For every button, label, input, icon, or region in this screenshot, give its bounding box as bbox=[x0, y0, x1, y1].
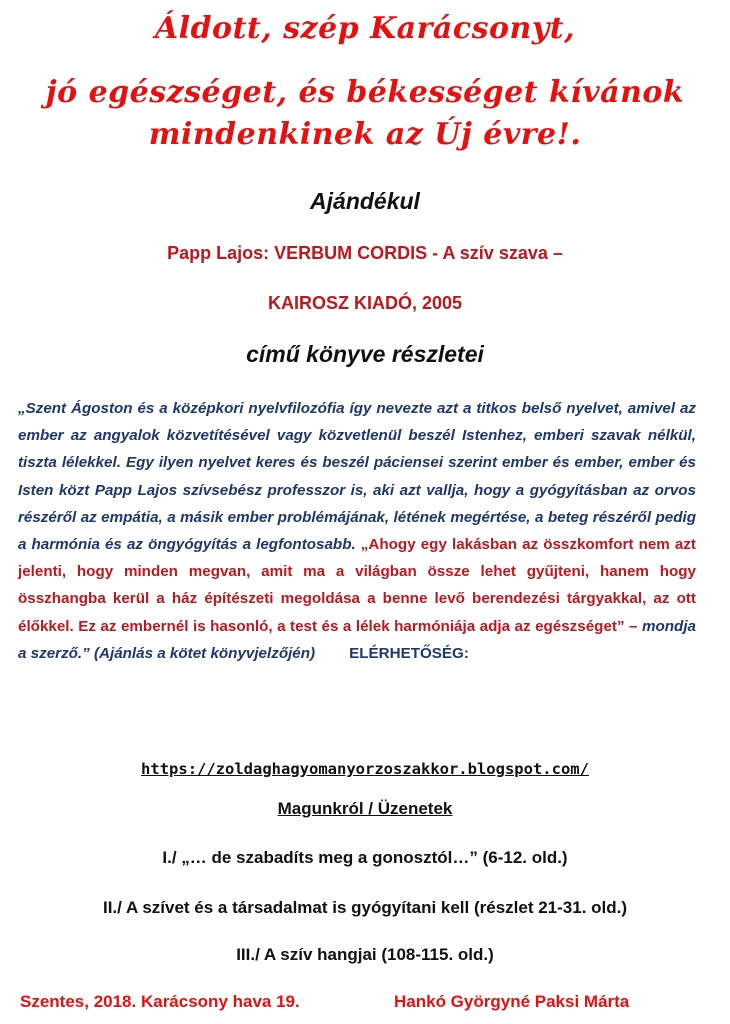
nav-link[interactable]: Magunkról / Üzenetek bbox=[277, 799, 453, 818]
list-item: I./ „… de szabadíts meg a gonosztól…” (6-12. old.) bbox=[162, 848, 568, 867]
greeting-line-3: mindenkinek az Új évre!. bbox=[148, 117, 582, 152]
publisher: KAIROSZ KIADÓ, 2005 bbox=[267, 293, 463, 313]
blog-link[interactable]: https://zoldaghagyomanyorzoszakkor.blogspot.com/ bbox=[141, 760, 589, 778]
quote-closing: mondja a szerző.” (Ajánlás a kötet könyvjelzőjén) bbox=[18, 617, 696, 662]
quote-intro: „Szent Ágoston és a középkori nyelvfilozófia így nevezte azt a titkos belső nyelvet, amivel az ember az angyalok közvetítésével vagy közvetlenül beszél Istenhez, emberi szavak nélkül, tiszta lélekkel. Egy ilyen nyelvet keres és beszél páciensei szerint ember és ember, ember és Isten közt Papp Lajos szívsebész professzor is, aki azt vallja, hogy a gyógyításban az orvos részéről az empátia, a másik ember problémájának, létének megértése, a beteg részéről pedig a harmónia és az öngyógyítás a legfontosabb bbox=[18, 400, 696, 554]
author-quote: „Ahogy egy lakásban az összkomfort nem azt jelenti, hogy minden megvan, amit ma a világban össze lehet gyűjteni, hanem hogy összhangba kerül a ház építészeti megoldása a benne levő berendezési tárgyakkal, az ott élőkkel. Ez az embernél is hasonló, a test és a lélek harmóniája adja az egészséget” – bbox=[18, 536, 696, 635]
greeting-line-2: jó egészséget, és békességet kívánok bbox=[45, 75, 685, 110]
gift-heading: Ajándékul bbox=[310, 188, 420, 214]
greeting-line-1: Áldott, szép Karácsonyt, bbox=[154, 11, 576, 46]
contact-label: ELÉRHETŐSÉG: bbox=[349, 644, 469, 662]
footer-place-date: Szentes, 2018. Karácsony hava 19. bbox=[20, 992, 300, 1011]
book-subtitle: című könyve részletei bbox=[246, 341, 484, 367]
list-item: III./ A szív hangjai (108-115. old.) bbox=[236, 945, 494, 964]
quote-paragraph bbox=[18, 395, 696, 667]
book-title: Papp Lajos: VERBUM CORDIS - A szív szava – bbox=[167, 243, 563, 263]
footer-author: Hankó Györgyné Paksi Márta bbox=[394, 992, 630, 1011]
list-item: II./ A szívet és a társadalmat is gyógyítani kell (részlet 21-31. old.) bbox=[102, 898, 628, 917]
quote-period: . bbox=[351, 536, 361, 554]
